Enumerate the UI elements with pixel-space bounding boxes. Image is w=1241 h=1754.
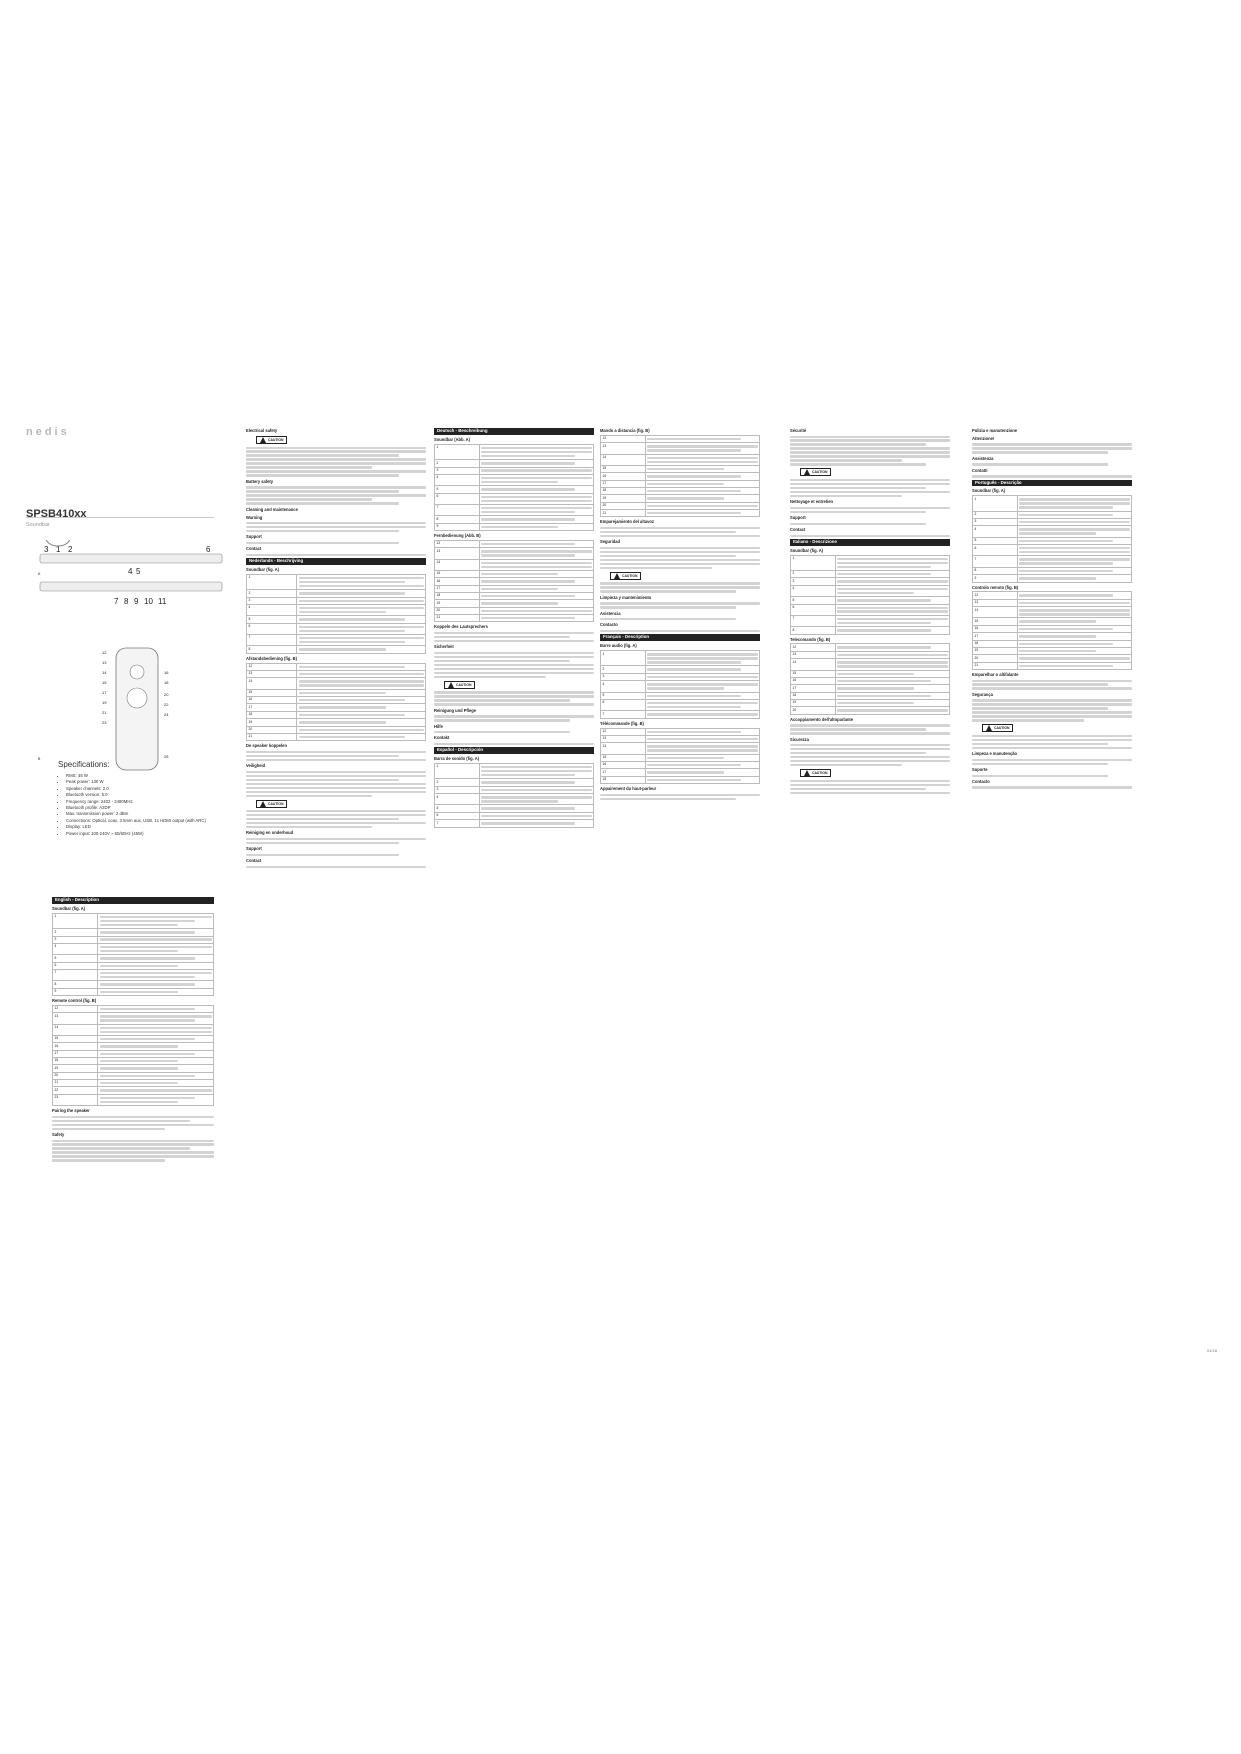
spec-item: • Display: LED (66, 824, 208, 830)
column-4 (600, 426, 760, 1246)
support-title: Support (246, 534, 262, 540)
warning-icon (804, 469, 810, 475)
label-11: 11 (158, 597, 167, 606)
safety-title-fr: Sécurité (790, 428, 807, 433)
label-1: 1 (56, 545, 61, 554)
remote-table-it: 12 13 14 15 16 17 18 19 20 (790, 643, 950, 714)
caution-badge: CAUTION (982, 724, 1013, 732)
remote-title-es: Mando a distancia (fig. B) (600, 428, 650, 433)
label-6: 6 (206, 545, 211, 554)
support-title-nl: Support (246, 846, 262, 852)
section-bar-fr: Français - Description (600, 634, 760, 641)
remote-table-fr: 12 13 14 15 16 17 18 (600, 728, 760, 785)
section-bar-nl: Nederlands - Beschrijving (246, 558, 426, 565)
caution-badge: CAUTION (800, 468, 831, 476)
contact-title-nl: Contact (246, 858, 262, 864)
support-title-es: Asistencia (600, 610, 621, 616)
remote-title-pt: Controlo remoto (fig. B) (972, 584, 1019, 590)
subtitle-it: Soundbar (fig. A) (790, 547, 824, 553)
remote-title-it: Telecomando (fig. B) (790, 636, 831, 642)
section-bar-it: Italiano - Descrizione (790, 539, 950, 546)
page-number: 01/18 (1206, 1348, 1217, 1353)
caution-badge: CAUTION (800, 769, 831, 777)
label-7: 7 (114, 597, 119, 606)
spec-item: • Bluetooth version: 5.0 (66, 792, 208, 798)
contact-title: Contact (246, 546, 262, 552)
safety-title-es: Seguridad (600, 539, 621, 545)
label-18: 18 (164, 680, 169, 685)
caution-badge: CAUTION (610, 572, 641, 580)
parts-table-it: 1 2 3 4 5 6 7 8 (790, 555, 950, 635)
warning-title: Warning (246, 514, 263, 520)
column-3 (434, 426, 594, 1246)
spec-item: • Power input: 100-240V ~ 50/60Hz (45W) (66, 831, 208, 837)
label-25: 25 (164, 754, 169, 759)
label-8: 8 (124, 597, 129, 606)
caution-badge: CAUTION (444, 681, 475, 689)
support-title-pt: Suporte (972, 767, 988, 773)
parts-table-pt: 1 2 3 4 5 6 7 8 9 (972, 495, 1132, 582)
safety-title-it: Sicurezza (790, 736, 809, 742)
support-title-it: Assistenza (972, 455, 994, 461)
label-14: 14 (102, 670, 107, 675)
warning-title-it: Attenzione! (972, 435, 995, 441)
remote-table-es: 12 13 14 15 16 17 18 19 20 21 (600, 435, 760, 518)
label-3: 3 (44, 545, 49, 554)
fig-b-letter: B (38, 757, 41, 761)
pairing-title-it: Accoppiamento dell'altoparlante (790, 716, 854, 722)
label-2: 2 (68, 545, 73, 554)
contact-title-de: Kontakt (434, 735, 450, 741)
label-17: 17 (102, 690, 107, 695)
specs-list (58, 773, 208, 837)
label-13: 13 (102, 660, 107, 665)
cleaning-title-it: Pulizia e manutenzione (972, 428, 1018, 433)
column-6 (972, 426, 1132, 1246)
column-2 (246, 426, 426, 1246)
remote-title-de: Fernbedienung (Abb. B) (434, 532, 481, 538)
support-title-de: Hilfe (434, 723, 443, 729)
fig-a-letter: A (38, 572, 41, 576)
parts-table-de: 1 2 3 4 5 6 7 8 9 (434, 444, 594, 531)
cleaning-title-pt: Limpeza e manutenção (972, 751, 1018, 757)
parts-table-es: 1 2 3 4 5 6 7 (434, 763, 594, 827)
pairing-title-de: Koppeln des Lautsprechers (434, 624, 488, 630)
safety-title-en: Safety (52, 1132, 65, 1137)
cleaning-title-fr: Nettoyage et entretien (790, 499, 833, 505)
section-subtitle: Soundbar (fig. A) (52, 905, 86, 911)
remote-table-en: 12 13 14 15 16 17 18 19 20 21 22 23 (52, 1005, 214, 1106)
remote-table-pt: 12 13 14 15 16 17 18 19 20 21 (972, 591, 1132, 670)
warning-icon (986, 725, 992, 731)
brand-logo: nedis (26, 426, 70, 438)
parts-table-fr: 1 2 3 4 5 6 7 (600, 650, 760, 718)
label-10: 10 (144, 597, 153, 606)
contact-title-fr: Contact (790, 527, 806, 533)
remote-title-en: Remote control (fig. B) (52, 997, 97, 1003)
pairing-title-en: Pairing the speaker (52, 1108, 90, 1114)
label-16: 16 (164, 670, 169, 675)
figure-a-soundbar (36, 540, 226, 620)
cleaning-title-nl: Reiniging en onderhoud (246, 830, 294, 836)
remote-title-fr: Télécommande (fig. B) (600, 720, 644, 726)
subtitle-fr: Barre audio (fig. A) (600, 643, 637, 649)
label-21: 21 (102, 710, 107, 715)
specifications (58, 760, 208, 837)
support-title-fr: Support (790, 515, 806, 521)
subtitle-pt: Soundbar (fig. A) (972, 488, 1006, 494)
remote-title-nl: Afstandsbediening (fig. B) (246, 655, 297, 661)
cleaning-title-es: Limpieza y mantenimiento (600, 594, 652, 600)
warning-icon (260, 801, 266, 807)
label-20: 20 (164, 692, 169, 697)
warning-icon (804, 770, 810, 776)
spec-item: • Frequency range: 2402 - 2480MHz (66, 799, 208, 805)
spec-item: • Speaker channels: 2.0 (66, 786, 208, 792)
pairing-title-fr: Appairement du haut-parleur (600, 786, 657, 792)
remote-table-de: 12 13 14 15 16 17 18 19 20 21 (434, 540, 594, 623)
cleaning-title-de: Reinigung und Pflege (434, 707, 477, 713)
label-23: 23 (102, 720, 107, 725)
subtitle-es: Barra de sonido (fig. A) (434, 756, 480, 762)
battery-title: Battery safety (246, 478, 274, 484)
parts-table-nl: 1 2 3 4 5 6 7 8 (246, 574, 426, 654)
english-section (52, 895, 214, 1325)
label-19: 19 (102, 700, 107, 705)
contact-title-es: Contacto (600, 622, 618, 628)
pairing-title-nl: De speaker koppelen (246, 743, 287, 749)
warning-icon (260, 437, 266, 443)
contact-title-pt: Contacto (972, 778, 990, 784)
spec-item: • RMS: 45 W (66, 773, 208, 779)
warning-icon (614, 573, 620, 579)
label-24: 24 (164, 712, 169, 717)
pairing-title-es: Emparejamiento del altavoz (600, 519, 654, 525)
cleaning-title: Cleaning and maintenance (246, 506, 298, 512)
parts-table-en: 1 2 3 4 5 6 7 8 9 (52, 913, 214, 996)
pairing-title-pt: Emparelhar o altifalante (972, 672, 1019, 677)
label-12: 12 (102, 650, 107, 655)
contact-title-it: Contatti (972, 467, 988, 473)
subtitle-de: Soundbar (Abb. A) (434, 436, 471, 442)
label-4: 4 (128, 567, 133, 576)
warning-icon (448, 682, 454, 688)
spec-item: • Bluetooth profile: A2DP (66, 805, 208, 811)
caution-badge: CAUTION (256, 800, 287, 808)
spec-item: • Connections: Optical, coax, 3.5mm aux, USB, 1x HDMI output (with ARC) (66, 818, 208, 824)
label-15: 15 (102, 680, 107, 685)
subtitle-nl: Soundbar (fig. A) (246, 567, 280, 573)
spec-item: • Max. transmission power: 2 dBm (66, 811, 208, 817)
remote-table-nl: 12 13 14 15 16 17 18 19 20 21 (246, 663, 426, 742)
section-bar-es: Español - Descripción (434, 747, 594, 754)
figure-b-remote (36, 640, 196, 780)
caution-badge: CAUTION (256, 436, 287, 444)
column-5 (790, 426, 950, 1246)
safety-title-de: Sicherheit (434, 644, 454, 650)
product-type: Soundbar (26, 522, 50, 528)
section-bar-de: Deutsch - Beschreibung (434, 428, 594, 435)
spec-item: • Peak power: 130 W (66, 779, 208, 785)
electrical-title: Electrical safety (246, 428, 278, 433)
label-9: 9 (134, 597, 139, 606)
safety-title-pt: Segurança (972, 691, 993, 697)
section-bar-en: English - Description (52, 897, 214, 904)
label-5: 5 (136, 567, 141, 576)
safety-title-nl: Veiligheid (246, 763, 266, 769)
model-number: SPSB410xx (26, 508, 87, 520)
label-22: 22 (164, 702, 169, 707)
section-bar-pt: Português - Descrição (972, 480, 1132, 487)
specs-heading: Specifications: (58, 760, 110, 769)
